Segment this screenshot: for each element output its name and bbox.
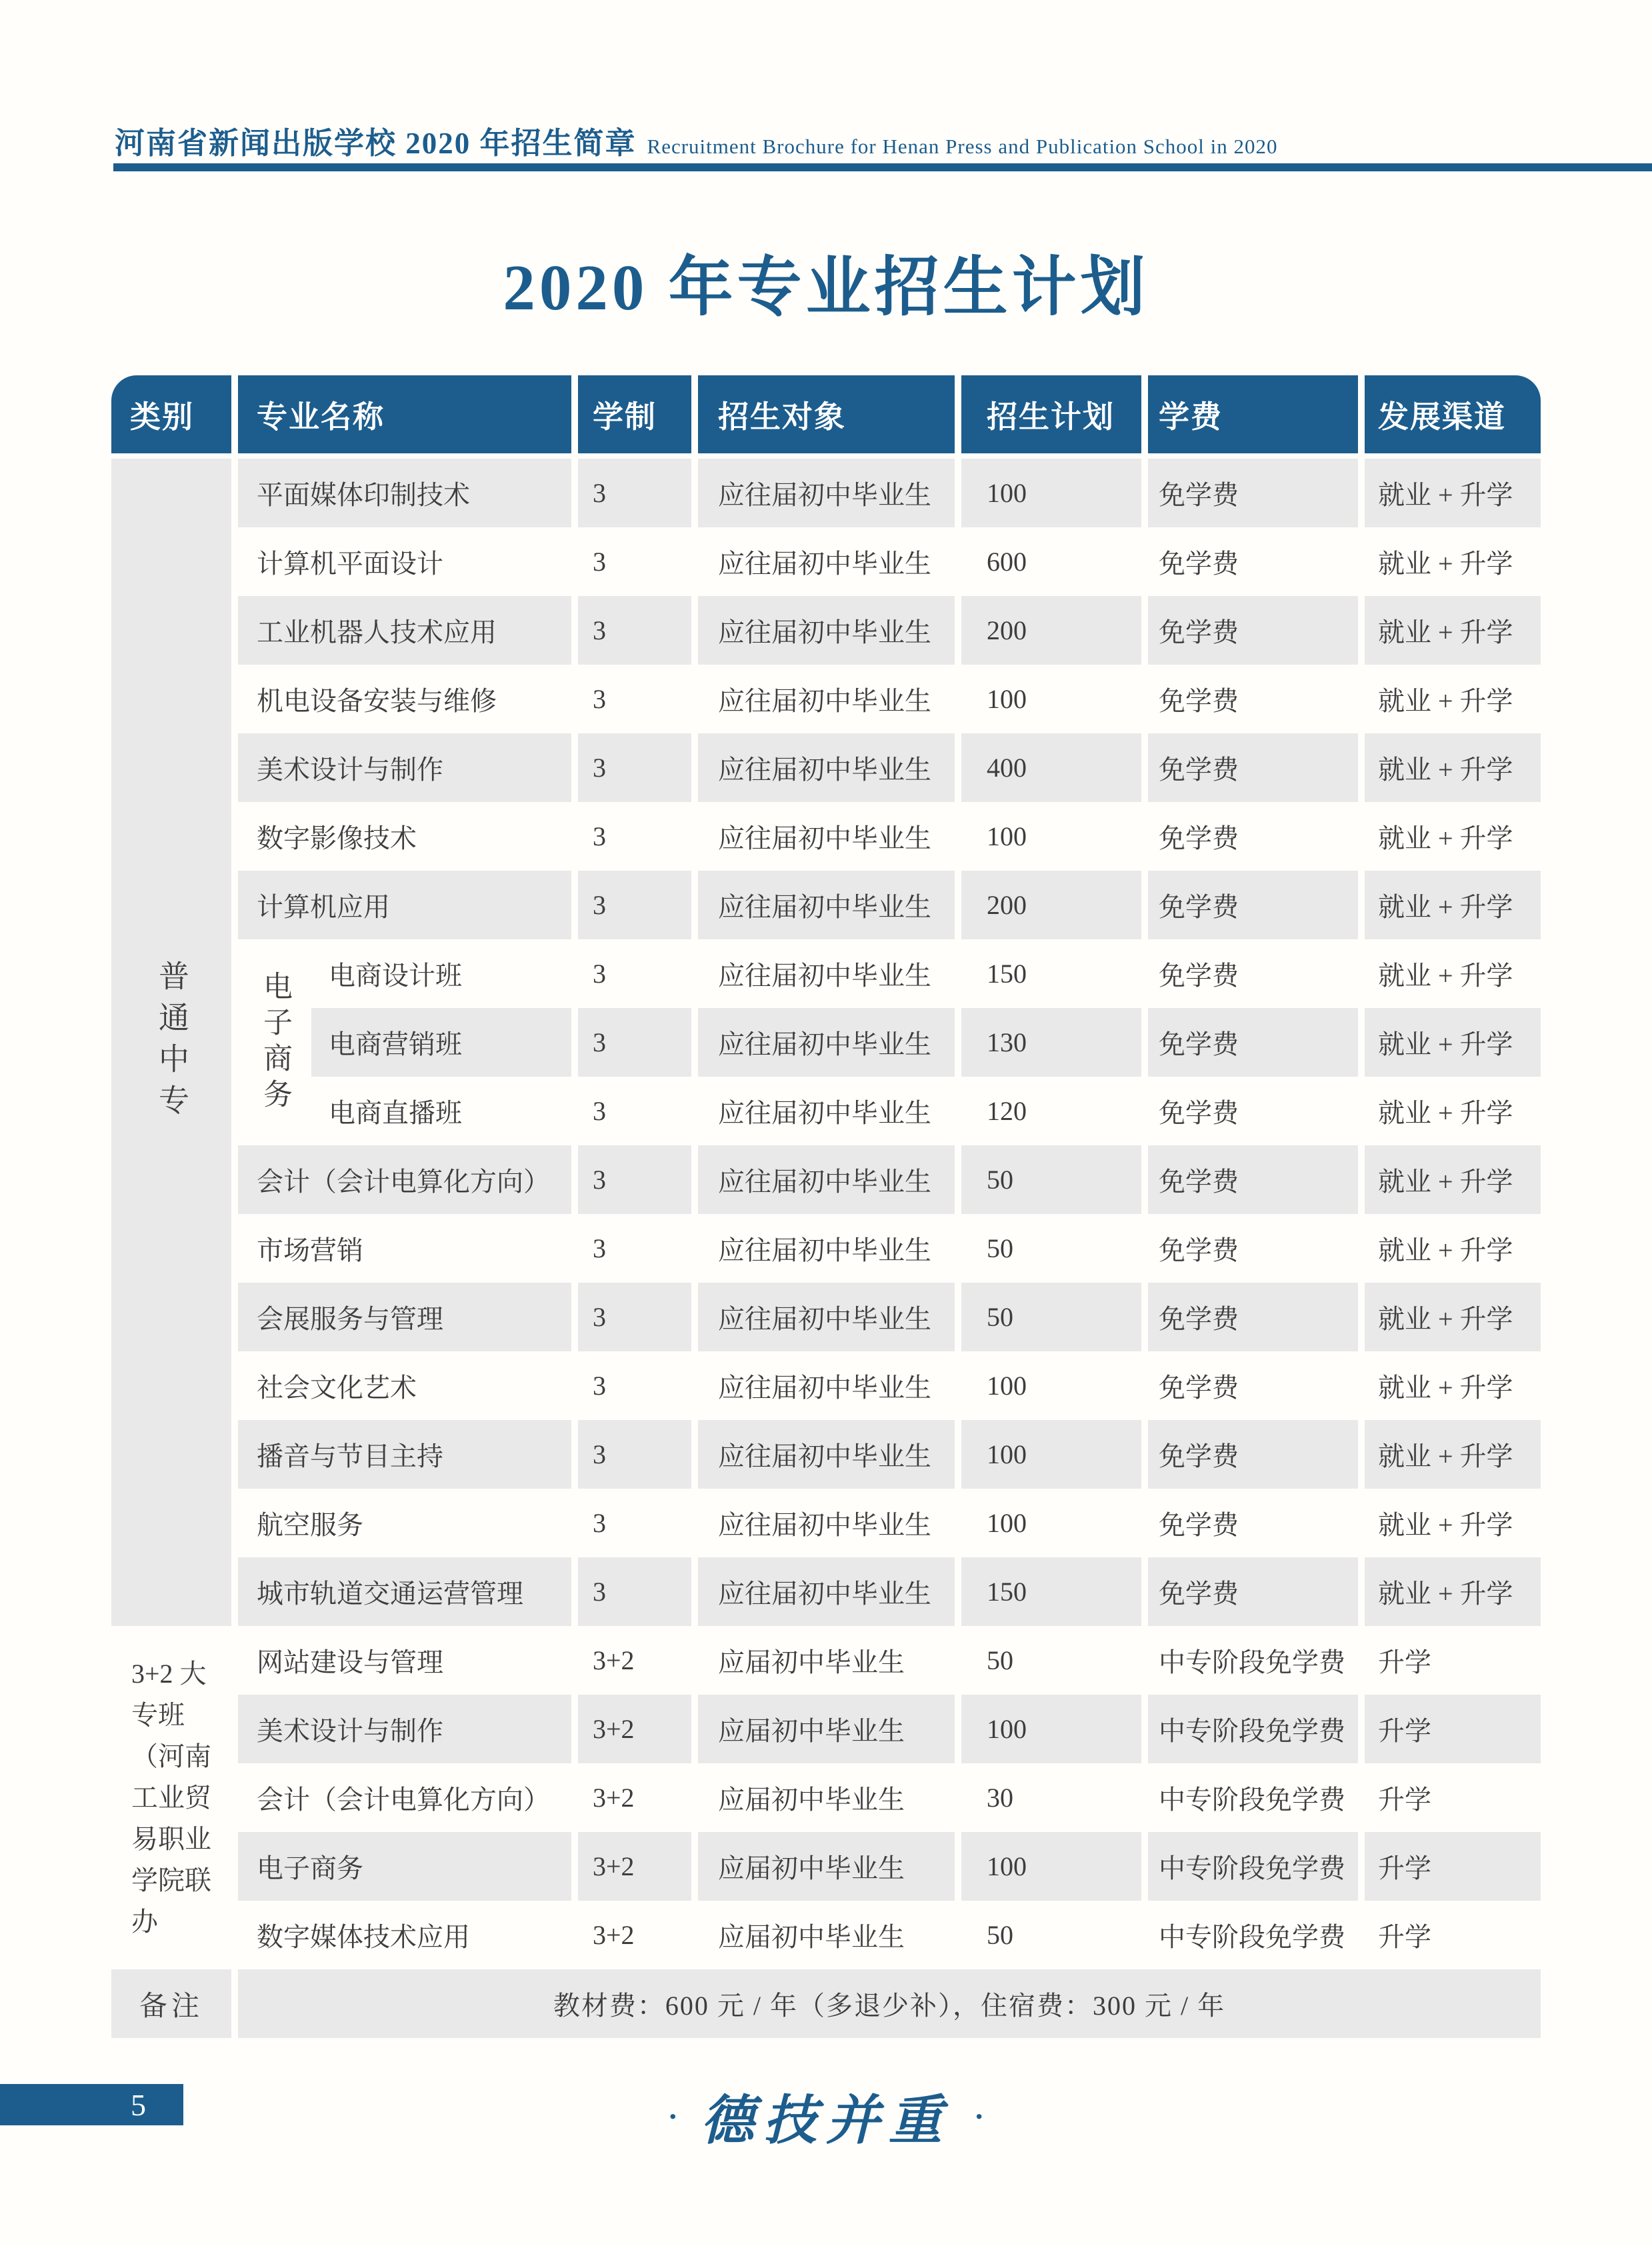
cell-tuition: 中专阶段免学费 xyxy=(1148,1832,1358,1901)
cell-channel: 就业 + 升学 xyxy=(1378,549,1513,579)
cell-target: 应往届初中毕业生 xyxy=(698,1283,955,1351)
table-row xyxy=(238,871,1541,939)
col-header-tuition: 学费 xyxy=(1148,375,1358,453)
cell-channel: 升学 xyxy=(1378,1647,1431,1677)
cell-plan: 100 xyxy=(987,1371,1027,1401)
category-3plus2-line: 学院联 xyxy=(131,1865,211,1895)
cell-duration: 3 xyxy=(578,1283,691,1351)
cell-duration: 3 xyxy=(593,959,606,989)
cell-duration: 3+2 xyxy=(578,1695,691,1763)
cell-plan: 150 xyxy=(961,1557,1141,1626)
cell-major-name: 机电设备安装与维修 xyxy=(257,686,497,716)
cell-channel: 就业 + 升学 xyxy=(1378,686,1513,716)
cell-channel: 就业 + 升学 xyxy=(1378,961,1513,991)
header-divider-bar xyxy=(113,163,1652,171)
cell-major-name: 市场营销 xyxy=(257,1235,363,1265)
slogan-left-dot: · xyxy=(667,2099,678,2133)
cell-plan: 400 xyxy=(961,733,1141,802)
cell-plan: 200 xyxy=(961,871,1141,939)
category-3plus2-line: 易职业 xyxy=(131,1823,211,1854)
cell-major-name: 会计（会计电算化方向） xyxy=(257,1785,550,1815)
table-row xyxy=(238,459,1541,527)
cell-tuition: 免学费 xyxy=(1148,1557,1358,1626)
cell-target: 应往届初中毕业生 xyxy=(718,549,931,579)
table-body xyxy=(111,459,1541,2038)
cell-plan: 600 xyxy=(987,547,1027,577)
table-row xyxy=(238,1145,1541,1214)
category-cell-remark xyxy=(111,1969,231,2038)
cell-tuition: 免学费 xyxy=(1159,1235,1239,1265)
table-row xyxy=(238,1763,1541,1832)
cell-duration: 3 xyxy=(578,733,691,802)
cell-target: 应往届初中毕业生 xyxy=(698,596,955,665)
table-row xyxy=(238,1008,1541,1077)
cell-channel: 就业 + 升学 xyxy=(1365,1557,1541,1626)
cell-channel: 就业 + 升学 xyxy=(1365,459,1541,527)
doc-header xyxy=(115,119,1278,162)
cell-channel: 就业 + 升学 xyxy=(1365,871,1541,939)
cell-target: 应往届初中毕业生 xyxy=(698,459,955,527)
cell-tuition: 中专阶段免学费 xyxy=(1148,1695,1358,1763)
col-header-duration: 学制 xyxy=(578,375,691,453)
table-row xyxy=(238,1077,1541,1145)
cell-channel: 就业 + 升学 xyxy=(1365,1420,1541,1489)
cell-tuition: 免学费 xyxy=(1159,549,1239,579)
cell-target: 应往届初中毕业生 xyxy=(698,1557,955,1626)
cell-plan: 100 xyxy=(961,459,1141,527)
category-column xyxy=(111,459,231,2038)
cell-tuition: 免学费 xyxy=(1148,733,1358,802)
table-row xyxy=(238,596,1541,665)
cell-plan: 100 xyxy=(987,1508,1027,1538)
table-row xyxy=(238,1214,1541,1283)
cell-channel: 就业 + 升学 xyxy=(1365,733,1541,802)
page-number: 5 xyxy=(131,2087,146,2122)
cell-major-name: 网站建设与管理 xyxy=(257,1647,443,1677)
cell-target: 应往届初中毕业生 xyxy=(698,1145,955,1214)
cell-target: 应往届初中毕业生 xyxy=(718,1373,931,1403)
cell-target: 应往届初中毕业生 xyxy=(718,1510,931,1540)
cell-target: 应往届初中毕业生 xyxy=(718,1235,931,1265)
cell-plan: 100 xyxy=(961,1832,1141,1901)
cell-major-name: 播音与节目主持 xyxy=(238,1420,571,1489)
cell-major-name: 平面媒体印制技术 xyxy=(238,459,571,527)
cell-tuition: 中专阶段免学费 xyxy=(1159,1922,1345,1952)
cell-plan: 100 xyxy=(987,821,1027,851)
cell-plan: 50 xyxy=(987,1233,1013,1263)
table-row xyxy=(238,1283,1541,1351)
cell-target: 应届初中毕业生 xyxy=(718,1647,905,1677)
category-remark-label: 备注 xyxy=(139,1991,203,2022)
table-rows xyxy=(238,459,1541,2038)
col-header-category: 类别 xyxy=(111,375,231,453)
cell-major-name: 计算机平面设计 xyxy=(257,549,443,579)
cell-duration: 3 xyxy=(578,596,691,665)
cell-duration: 3 xyxy=(578,1557,691,1626)
cell-tuition: 免学费 xyxy=(1159,1373,1239,1403)
table-row xyxy=(238,665,1541,733)
cell-duration: 3 xyxy=(578,1420,691,1489)
cell-tuition: 免学费 xyxy=(1148,1008,1358,1077)
cell-major-name: 美术设计与制作 xyxy=(238,733,571,802)
doc-header-title-en: Recruitment Brochure for Henan Press and Publication School in 2020 xyxy=(647,135,1278,158)
category-cell-3plus2 xyxy=(111,1626,231,1969)
cell-major-name: 会计（会计电算化方向） xyxy=(238,1145,571,1214)
category-3plus2-line: 专班 xyxy=(131,1699,185,1730)
footer-slogan xyxy=(0,2077,1652,2154)
cell-major-name: 城市轨道交通运营管理 xyxy=(238,1557,571,1626)
cell-target: 应往届初中毕业生 xyxy=(698,1420,955,1489)
page-title: 2020 年专业招生计划 xyxy=(503,252,1149,323)
cell-tuition: 免学费 xyxy=(1148,1420,1358,1489)
cell-major-name: 电子商务 xyxy=(238,1832,571,1901)
category-3plus2-line: （河南 xyxy=(131,1741,211,1771)
table-row xyxy=(238,1832,1541,1901)
cell-target: 应往届初中毕业生 xyxy=(698,871,955,939)
cell-duration: 3 xyxy=(578,1145,691,1214)
cell-channel: 就业 + 升学 xyxy=(1378,1235,1513,1265)
cell-duration: 3 xyxy=(593,1508,606,1538)
table-row xyxy=(238,1626,1541,1695)
cell-target: 应往届初中毕业生 xyxy=(718,686,931,716)
cell-duration: 3 xyxy=(593,684,606,714)
cell-target: 应往届初中毕业生 xyxy=(718,823,931,853)
table-row-remark xyxy=(238,1969,1541,2038)
category-3plus2-line: 办 xyxy=(131,1906,158,1937)
cell-channel: 升学 xyxy=(1378,1785,1431,1815)
table-row xyxy=(238,1557,1541,1626)
category-3plus2-line: 3+2 大 xyxy=(131,1658,207,1689)
cell-tuition: 免学费 xyxy=(1159,1510,1239,1540)
cell-tuition: 免学费 xyxy=(1159,961,1239,991)
cell-tuition: 免学费 xyxy=(1148,596,1358,665)
cell-plan: 200 xyxy=(961,596,1141,665)
sub-major-name: 电商设计班 xyxy=(329,961,462,991)
cell-major-name: 航空服务 xyxy=(257,1510,363,1540)
table-row xyxy=(238,1901,1541,1969)
cell-channel: 升学 xyxy=(1365,1832,1541,1901)
table-row xyxy=(238,1420,1541,1489)
cell-target: 应往届初中毕业生 xyxy=(698,733,955,802)
cell-tuition: 免学费 xyxy=(1159,686,1239,716)
cell-target: 应届初中毕业生 xyxy=(698,1832,955,1901)
cell-duration: 3+2 xyxy=(578,1832,691,1901)
cell-duration: 3 xyxy=(593,1233,606,1263)
cell-tuition: 免学费 xyxy=(1148,871,1358,939)
cell-duration: 3 xyxy=(578,459,691,527)
cell-plan: 50 xyxy=(961,1283,1141,1351)
cell-channel: 就业 + 升学 xyxy=(1365,596,1541,665)
col-header-major: 专业名称 xyxy=(238,375,571,453)
category-cell-regular-secondary xyxy=(111,459,231,1626)
sub-major-name: 电商营销班 xyxy=(311,1008,571,1077)
cell-plan: 100 xyxy=(987,684,1027,714)
col-header-target: 招生对象 xyxy=(698,375,955,453)
cell-major-name: 社会文化艺术 xyxy=(257,1373,417,1403)
cell-plan: 50 xyxy=(987,1920,1013,1950)
cell-channel: 就业 + 升学 xyxy=(1378,823,1513,853)
cell-tuition: 免学费 xyxy=(1159,1098,1239,1128)
cell-plan: 30 xyxy=(987,1783,1013,1813)
cell-target: 应往届初中毕业生 xyxy=(718,1098,931,1128)
cell-duration: 3 xyxy=(593,547,606,577)
cell-remark-text: 教材费：600 元 / 年（多退少补），住宿费：300 元 / 年 xyxy=(238,1969,1541,2038)
table-row xyxy=(238,733,1541,802)
cell-tuition: 免学费 xyxy=(1148,459,1358,527)
cell-tuition: 中专阶段免学费 xyxy=(1159,1785,1345,1815)
cell-plan: 130 xyxy=(961,1008,1141,1077)
cell-duration: 3 xyxy=(578,1008,691,1077)
cell-channel: 就业 + 升学 xyxy=(1365,1008,1541,1077)
cell-tuition: 免学费 xyxy=(1148,1283,1358,1351)
category-3plus2-line: 工业贸 xyxy=(131,1782,211,1813)
doc-header-title-zh: 河南省新闻出版学校 2020 年招生简章 xyxy=(115,127,637,160)
cell-channel: 升学 xyxy=(1365,1695,1541,1763)
cell-channel: 就业 + 升学 xyxy=(1378,1510,1513,1540)
cell-channel: 就业 + 升学 xyxy=(1365,1283,1541,1351)
table-row xyxy=(238,1695,1541,1763)
cell-duration: 3+2 xyxy=(593,1645,635,1675)
table-row xyxy=(238,939,1541,1008)
enrollment-plan-table xyxy=(111,375,1541,2038)
ecommerce-group-cell xyxy=(238,939,311,1145)
cell-plan: 50 xyxy=(987,1645,1013,1675)
cell-channel: 升学 xyxy=(1378,1922,1431,1952)
cell-major-name: 会展服务与管理 xyxy=(238,1283,571,1351)
cell-duration: 3 xyxy=(593,1096,606,1126)
table-row xyxy=(238,527,1541,596)
cell-tuition: 免学费 xyxy=(1159,823,1239,853)
cell-target: 应往届初中毕业生 xyxy=(718,961,931,991)
cell-major-name: 数字媒体技术应用 xyxy=(257,1922,470,1952)
cell-plan: 50 xyxy=(961,1145,1141,1214)
ecommerce-group-label-vertical: 电子商务 xyxy=(259,970,291,1115)
sub-major-name: 电商直播班 xyxy=(329,1098,462,1128)
category-label-vertical: 普通中专 xyxy=(155,959,189,1125)
cell-major-name: 美术设计与制作 xyxy=(238,1695,571,1763)
cell-duration: 3+2 xyxy=(593,1920,635,1950)
cell-tuition: 中专阶段免学费 xyxy=(1159,1647,1345,1677)
cell-plan: 100 xyxy=(961,1420,1141,1489)
cell-channel: 就业 + 升学 xyxy=(1378,1098,1513,1128)
cell-plan: 120 xyxy=(987,1096,1027,1126)
col-header-channel: 发展渠道 xyxy=(1365,375,1541,453)
table-row xyxy=(238,802,1541,871)
cell-plan: 150 xyxy=(987,959,1027,989)
cell-target: 应届初中毕业生 xyxy=(718,1785,905,1815)
cell-target: 应届初中毕业生 xyxy=(718,1922,905,1952)
table-row xyxy=(238,1489,1541,1557)
cell-major-name: 工业机器人技术应用 xyxy=(238,596,571,665)
cell-target: 应往届初中毕业生 xyxy=(698,1008,955,1077)
cell-channel: 就业 + 升学 xyxy=(1378,1373,1513,1403)
cell-duration: 3 xyxy=(593,1371,606,1401)
cell-duration: 3 xyxy=(593,821,606,851)
cell-tuition: 免学费 xyxy=(1148,1145,1358,1214)
cell-duration: 3+2 xyxy=(593,1783,635,1813)
table-row xyxy=(238,1351,1541,1420)
cell-channel: 就业 + 升学 xyxy=(1365,1145,1541,1214)
cell-major-name: 计算机应用 xyxy=(238,871,571,939)
cell-duration: 3 xyxy=(578,871,691,939)
col-header-plan: 招生计划 xyxy=(961,375,1141,453)
table-header-row xyxy=(111,375,1541,453)
slogan-right-dot: · xyxy=(974,2099,985,2133)
cell-target: 应届初中毕业生 xyxy=(698,1695,955,1763)
slogan-text: 德技并重 xyxy=(701,2092,951,2151)
cell-major-name: 数字影像技术 xyxy=(257,823,417,853)
cell-plan: 100 xyxy=(961,1695,1141,1763)
